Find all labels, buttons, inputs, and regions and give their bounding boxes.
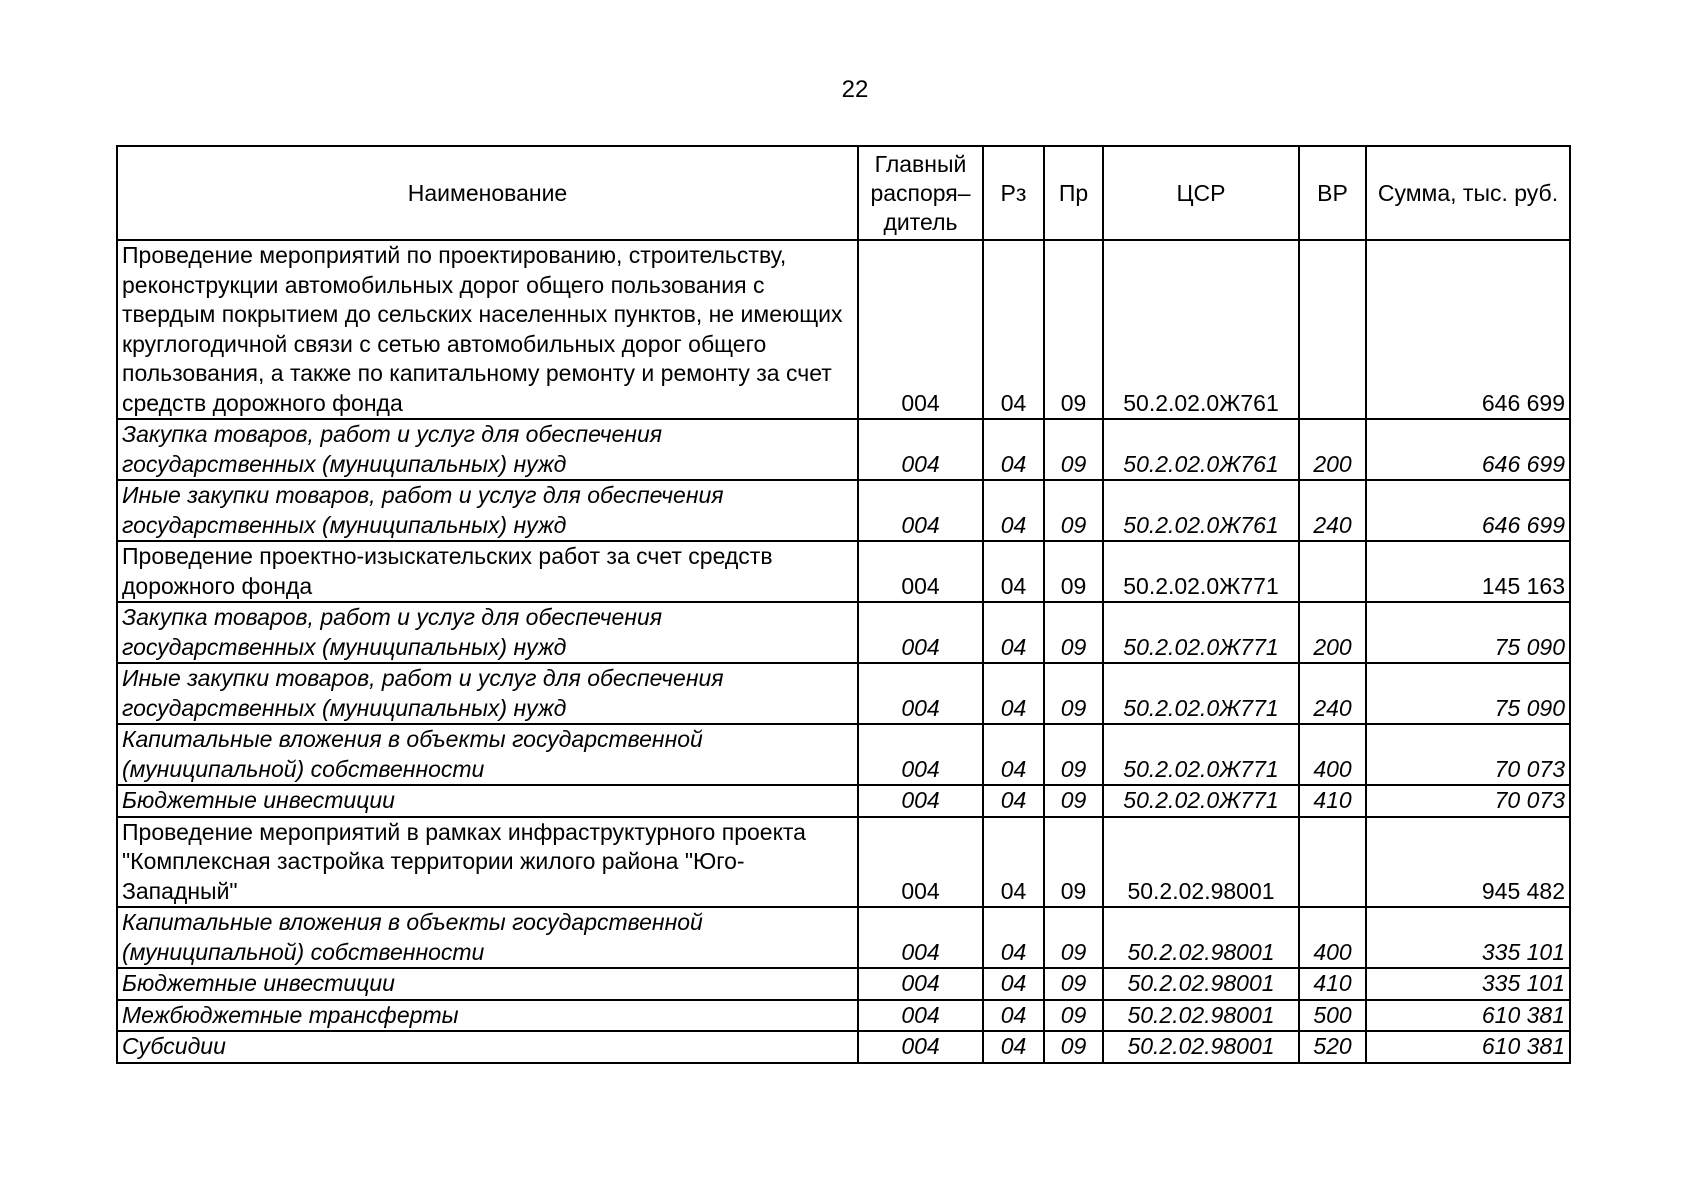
row-pr-cell: 09: [1044, 1031, 1103, 1063]
row-sum-cell: 70 073: [1366, 724, 1570, 785]
row-vr-cell: 400: [1299, 724, 1366, 785]
row-csr-cell: 50.2.02.0Ж761: [1103, 240, 1299, 419]
row-grbs-cell: 004: [858, 419, 983, 480]
row-name-cell: Иные закупки товаров, работ и услуг для обеспечения государственных (муниципальных) нужд: [117, 480, 858, 541]
row-sum-cell: 646 699: [1366, 419, 1570, 480]
row-vr-cell: 410: [1299, 785, 1366, 817]
row-sum-cell: 646 699: [1366, 240, 1570, 419]
table-row: [117, 907, 1570, 968]
row-rz-cell: 04: [983, 724, 1044, 785]
row-csr-cell: 50.2.02.0Ж771: [1103, 602, 1299, 663]
row-sum-cell: 646 699: [1366, 480, 1570, 541]
row-sum-cell: 75 090: [1366, 602, 1570, 663]
row-rz-cell: 04: [983, 817, 1044, 908]
row-rz-cell: 04: [983, 968, 1044, 1000]
table-body: [117, 240, 1570, 1063]
row-grbs-cell: 004: [858, 663, 983, 724]
row-rz-cell: 04: [983, 541, 1044, 602]
row-rz-cell: 04: [983, 602, 1044, 663]
row-sum-cell: 335 101: [1366, 968, 1570, 1000]
row-sum-cell: 75 090: [1366, 663, 1570, 724]
row-sum-cell: 70 073: [1366, 785, 1570, 817]
table-row: [117, 419, 1570, 480]
row-grbs-cell: 004: [858, 724, 983, 785]
budget-table: [116, 145, 1571, 1064]
header-grbs: Главный распоря–дитель: [858, 146, 983, 240]
row-rz-cell: 04: [983, 663, 1044, 724]
row-grbs-cell: 004: [858, 480, 983, 541]
row-name-cell: Закупка товаров, работ и услуг для обеспечения государственных (муниципальных) нужд: [117, 602, 858, 663]
row-name-cell: Бюджетные инвестиции: [117, 785, 858, 817]
table-row: [117, 240, 1570, 419]
row-name-cell: Проведение мероприятий в рамках инфраструктурного проекта "Комплексная застройка территории жилого района "Юго-Западный": [117, 817, 858, 908]
row-name-cell: Бюджетные инвестиции: [117, 968, 858, 1000]
row-pr-cell: 09: [1044, 817, 1103, 908]
row-sum-cell: 145 163: [1366, 541, 1570, 602]
row-vr-cell: 200: [1299, 602, 1366, 663]
row-name-cell: Закупка товаров, работ и услуг для обеспечения государственных (муниципальных) нужд: [117, 419, 858, 480]
header-rz: Рз: [983, 146, 1044, 240]
row-vr-cell: 520: [1299, 1031, 1366, 1063]
row-name-cell: Капитальные вложения в объекты государственной (муниципальной) собственности: [117, 907, 858, 968]
row-name-cell: Иные закупки товаров, работ и услуг для обеспечения государственных (муниципальных) нужд: [117, 663, 858, 724]
row-pr-cell: 09: [1044, 663, 1103, 724]
row-pr-cell: 09: [1044, 785, 1103, 817]
row-vr-cell: 240: [1299, 663, 1366, 724]
row-csr-cell: 50.2.02.0Ж771: [1103, 785, 1299, 817]
row-vr-cell: 400: [1299, 907, 1366, 968]
row-sum-cell: 610 381: [1366, 1031, 1570, 1063]
row-grbs-cell: 004: [858, 1031, 983, 1063]
row-vr-cell: [1299, 240, 1366, 419]
row-grbs-cell: 004: [858, 602, 983, 663]
row-rz-cell: 04: [983, 1000, 1044, 1032]
row-vr-cell: 200: [1299, 419, 1366, 480]
row-pr-cell: 09: [1044, 419, 1103, 480]
row-pr-cell: 09: [1044, 541, 1103, 602]
table-row: [117, 1000, 1570, 1032]
row-pr-cell: 09: [1044, 602, 1103, 663]
row-name-cell: Проведение проектно-изыскательских работ за счет средств дорожного фонда: [117, 541, 858, 602]
row-pr-cell: 09: [1044, 480, 1103, 541]
header-pr: Пр: [1044, 146, 1103, 240]
row-csr-cell: 50.2.02.98001: [1103, 1000, 1299, 1032]
row-grbs-cell: 004: [858, 1000, 983, 1032]
row-pr-cell: 09: [1044, 968, 1103, 1000]
row-csr-cell: 50.2.02.98001: [1103, 968, 1299, 1000]
header-vr: ВР: [1299, 146, 1366, 240]
header-name: Наименование: [117, 146, 858, 240]
row-rz-cell: 04: [983, 1031, 1044, 1063]
row-rz-cell: 04: [983, 480, 1044, 541]
row-rz-cell: 04: [983, 907, 1044, 968]
table-row: [117, 541, 1570, 602]
table-row: [117, 785, 1570, 817]
row-pr-cell: 09: [1044, 724, 1103, 785]
row-csr-cell: 50.2.02.0Ж771: [1103, 541, 1299, 602]
row-grbs-cell: 004: [858, 817, 983, 908]
row-name-cell: Проведение мероприятий по проектированию, строительству, реконструкции автомобильных дорог общего пользования с твердым покрытием до сельских населенных пунктов, не имеющих круглогодичной связи с сетью автомобильных дорог общего пользования, а также по капитальному ремонту и ремонту за счет средств дорожного фонда: [117, 240, 858, 419]
row-sum-cell: 945 482: [1366, 817, 1570, 908]
row-vr-cell: [1299, 541, 1366, 602]
row-pr-cell: 09: [1044, 240, 1103, 419]
row-grbs-cell: 004: [858, 968, 983, 1000]
table-row: [117, 968, 1570, 1000]
row-grbs-cell: 004: [858, 785, 983, 817]
row-rz-cell: 04: [983, 240, 1044, 419]
row-grbs-cell: 004: [858, 541, 983, 602]
table-row: [117, 724, 1570, 785]
row-name-cell: Межбюджетные трансферты: [117, 1000, 858, 1032]
table-row: [117, 602, 1570, 663]
row-vr-cell: [1299, 817, 1366, 908]
table-row: [117, 663, 1570, 724]
row-csr-cell: 50.2.02.0Ж761: [1103, 480, 1299, 541]
row-csr-cell: 50.2.02.0Ж771: [1103, 724, 1299, 785]
row-vr-cell: 240: [1299, 480, 1366, 541]
row-name-cell: Субсидии: [117, 1031, 858, 1063]
row-name-cell: Капитальные вложения в объекты государственной (муниципальной) собственности: [117, 724, 858, 785]
table-row: [117, 817, 1570, 908]
row-vr-cell: 410: [1299, 968, 1366, 1000]
row-grbs-cell: 004: [858, 240, 983, 419]
row-sum-cell: 335 101: [1366, 907, 1570, 968]
table-row: [117, 1031, 1570, 1063]
row-vr-cell: 500: [1299, 1000, 1366, 1032]
row-csr-cell: 50.2.02.98001: [1103, 907, 1299, 968]
row-csr-cell: 50.2.02.98001: [1103, 1031, 1299, 1063]
row-sum-cell: 610 381: [1366, 1000, 1570, 1032]
header-sum: Сумма, тыс. руб.: [1366, 146, 1570, 240]
row-grbs-cell: 004: [858, 907, 983, 968]
row-rz-cell: 04: [983, 785, 1044, 817]
row-csr-cell: 50.2.02.98001: [1103, 817, 1299, 908]
header-csr: ЦСР: [1103, 146, 1299, 240]
row-pr-cell: 09: [1044, 1000, 1103, 1032]
row-csr-cell: 50.2.02.0Ж761: [1103, 419, 1299, 480]
row-csr-cell: 50.2.02.0Ж771: [1103, 663, 1299, 724]
row-pr-cell: 09: [1044, 907, 1103, 968]
table-header-row: [117, 146, 1570, 240]
row-rz-cell: 04: [983, 419, 1044, 480]
table-row: [117, 480, 1570, 541]
page-number: 22: [841, 76, 869, 103]
